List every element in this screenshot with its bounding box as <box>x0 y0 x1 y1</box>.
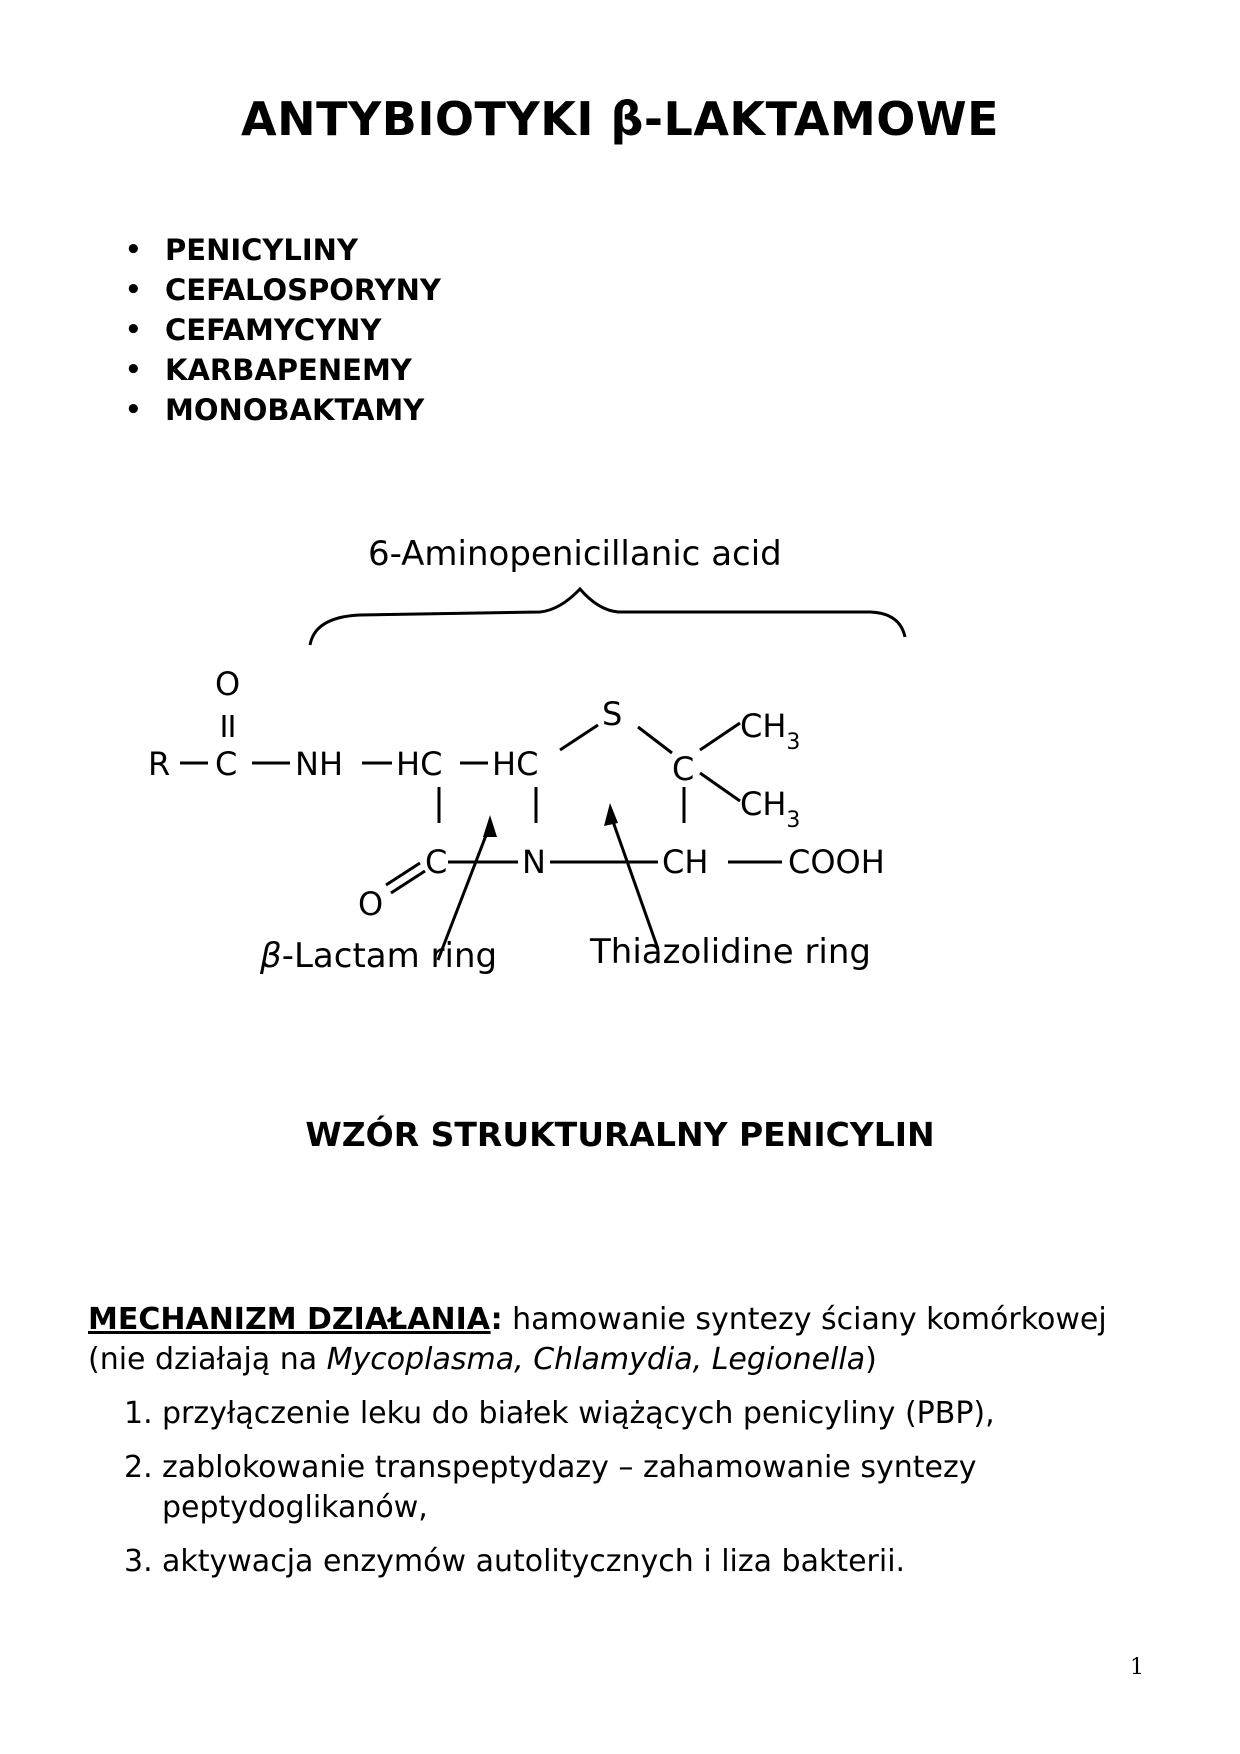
list-item: 2. zablokowanie transpeptydazy – zahamowanie syntezy peptydoglikanów, <box>124 1450 977 1525</box>
atom-c: C <box>425 843 448 881</box>
mechanism-steps <box>88 1394 1168 1582</box>
atom-c: C <box>215 745 238 783</box>
page-number: 1 <box>1130 1655 1144 1680</box>
mechanism-text: hamowanie syntezy ściany komórkowej <box>502 1302 1107 1337</box>
bond-line <box>638 727 672 753</box>
mechanism-section <box>88 1300 1168 1582</box>
organism-names: Mycoplasma, Chlamydia, Legionella <box>326 1342 866 1377</box>
atom-nh: NH <box>295 745 343 783</box>
atom-cooh: COOH <box>788 843 885 881</box>
atom-s: S <box>602 695 623 733</box>
atom-ch3: $CH_3$ <box>740 785 801 833</box>
bullet-icon: • <box>125 315 142 345</box>
bullet-icon: • <box>125 395 142 425</box>
arrow-head-icon <box>604 803 618 826</box>
atom-n: N <box>522 843 546 881</box>
list-item: • CEFALOSPORYNY <box>125 270 441 310</box>
arrow-head-icon <box>483 815 497 837</box>
list-item: 1. przyłączenie leku do białek wiążących penicyliny (PBP), <box>124 1396 995 1431</box>
bond-line <box>700 723 740 750</box>
penicillin-structure-diagram <box>140 530 1040 1040</box>
thiazolidine-arrow <box>610 813 658 949</box>
atom-c: C <box>672 750 695 788</box>
list-item: • MONOBAKTAMY <box>125 390 441 430</box>
bond-line <box>700 773 740 801</box>
atom-ch3: $CH_3$ <box>740 707 801 755</box>
atom-r: R <box>148 745 171 783</box>
atom-hc: HC <box>396 745 443 783</box>
list-item: • KARBAPENEMY <box>125 350 441 390</box>
beta-lactam-label: β-Lactam ring <box>260 936 498 976</box>
aminopenicillanic-brace <box>310 589 905 645</box>
mechanism-exception: (nie działają na Mycoplasma, Chlamydia, Legionella) <box>88 1342 877 1377</box>
antibiotic-class-list <box>125 230 441 430</box>
bullet-icon: • <box>125 355 142 385</box>
atom-o-carbonyl: O <box>215 665 241 703</box>
list-item: 3. aktywacja enzymów autolitycznych i liza bakterii. <box>124 1544 906 1579</box>
page-title: ANTYBIOTYKI β-LAKTAMOWE <box>240 92 1000 146</box>
thiazolidine-label: Thiazolidine ring <box>590 932 871 972</box>
bullet-icon: • <box>125 235 142 265</box>
mechanism-label: MECHANIZM DZIAŁANIA <box>88 1302 491 1337</box>
list-item: • PENICYLINY <box>125 230 441 270</box>
atom-hc: HC <box>492 745 539 783</box>
diagram-caption: WZÓR STRUKTURALNY PENICYLIN <box>305 1115 935 1154</box>
bond-line <box>560 725 598 750</box>
double-bond-line <box>386 863 420 885</box>
atom-ch: CH <box>662 843 709 881</box>
bullet-icon: • <box>125 275 142 305</box>
brace-label: 6-Aminopenicillanic acid <box>368 534 782 574</box>
mechanism-intro: MECHANIZM DZIAŁANIA: hamowanie syntezy ściany komórkowej <box>88 1302 1107 1337</box>
double-bond-line <box>391 871 425 893</box>
atom-o: O <box>358 885 384 923</box>
list-item: • CEFAMYCYNY <box>125 310 441 350</box>
